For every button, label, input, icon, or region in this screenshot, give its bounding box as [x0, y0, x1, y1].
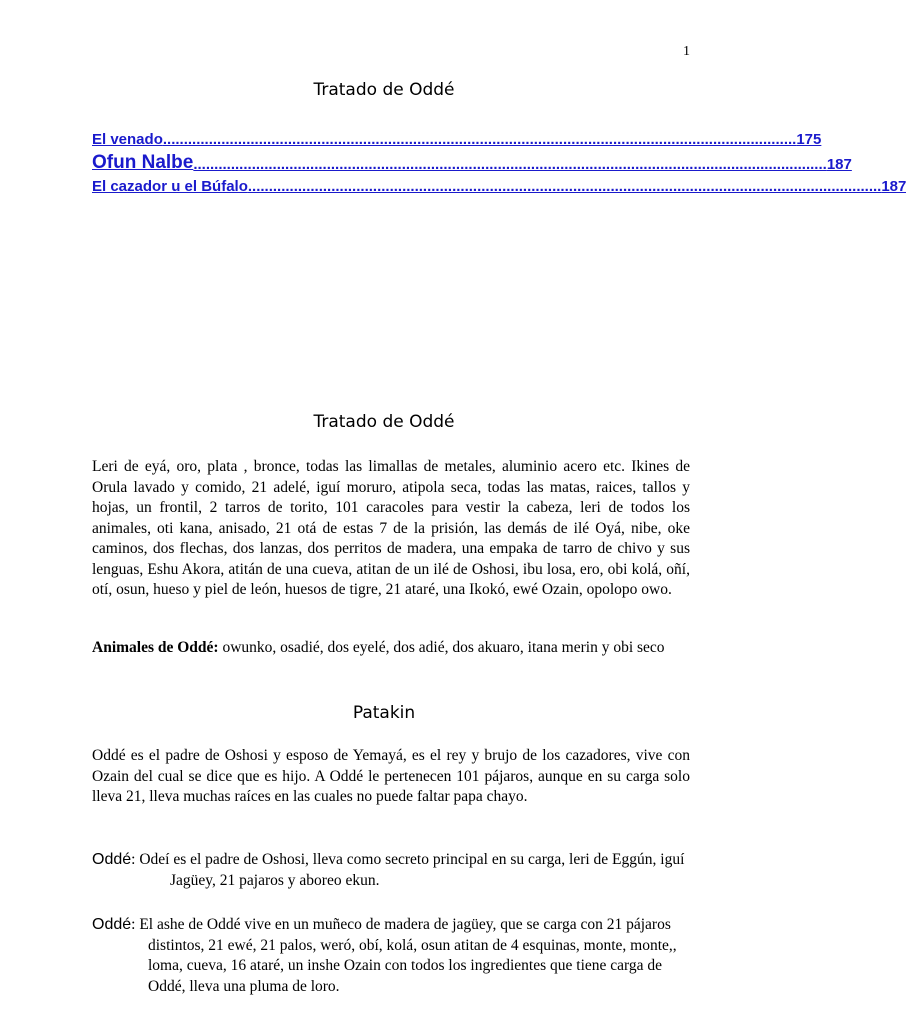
ingredients-paragraph: Leri de eyá, oro, plata , bronce, todas las limallas de metales, aluminio acero etc. Ikines de Orula lavado y comido, 21 adelé, iguí moruro, atipola seca, todas las matas, raices, tallos y hojas, un frontil, 2 tarros de torito, 101 caracoles para vestir la cabeza, leri de todos los animales, oti kana, anisado, 21 otá de estas 7 de la prisión, las demás de ilé Oyá, nibe, oke caminos, dos flechas, dos lanzas, dos perritos de madera, una empaka de tarro de chivo y sus lenguas, Eshu Akora, atitán de una cueva, atitan de un ilé de Oshosi, ibu losa, ero, obi kolá, oñí, otí, osun, hueso y piel de león, huesos de tigre, 21 ataré, una Ikokó, ewé Ozain, opolopo owo. — [92, 458, 690, 598]
toc-leader-dots: ........................................................................................................................................................ — [193, 156, 827, 173]
odde-label: Oddé — [92, 851, 132, 868]
toc-leader-dots: ........................................................................................................................................................ — [162, 131, 797, 148]
odde-note-1 — [92, 850, 690, 891]
toc-page-number: 187 — [881, 178, 906, 195]
odde-note-text: : El ashe de Oddé vive en un muñeco de madera de jagüey, que se carga con 21 pájaros distintos, 21 ewé, 21 palos, weró, obí, kolá, osun atitan de 4 esquinas, monte, monte,, loma, cueva, 16 ataré, un inshe Ozain con todos los ingredientes que tiene carga de Oddé, lleva una pluma de loro. — [131, 916, 677, 995]
toc-label: El cazador u el Búfalo — [92, 178, 248, 195]
animales-text: owunko, osadié, dos eyelé, dos adié, dos akuaro, itana merin y obi seco — [218, 639, 665, 656]
animales-paragraph — [92, 638, 690, 659]
animales-label: Animales de Oddé: — [92, 639, 219, 656]
odde-label: Oddé — [92, 916, 132, 933]
page-number: 1 — [683, 44, 690, 59]
toc-entry-ofun-nalbe[interactable] — [92, 152, 852, 174]
odde-note-2 — [92, 915, 690, 997]
section-title: Tratado de Oddé — [313, 412, 455, 432]
patakin-title: Patakin — [352, 703, 416, 723]
odde-note-text: : Odeí es el padre de Oshosi, lleva como secreto principal en su carga, leri de Eggún, iguí Jagüey, 21 pajaros y aboreo ekun. — [131, 851, 685, 889]
toc-label: El venado — [92, 131, 163, 148]
document-title: Tratado de Oddé — [313, 80, 455, 100]
toc-entry-el-venado[interactable] — [92, 131, 822, 148]
toc-page-number: 187 — [826, 156, 852, 173]
toc-leader-dots: ........................................................................................................................................................ — [247, 178, 882, 195]
patakin-paragraph: Oddé es el padre de Oshosi y esposo de Yemayá, es el rey y brujo de los cazadores, vive con Ozain del cual se dice que es hijo. A Oddé le pertenecen 101 pájaros, aunque en su carga solo lleva 21, lleva muchas raíces en las cuales no puede faltar papa chayo. — [92, 747, 690, 805]
toc-page-number: 175 — [796, 131, 822, 148]
toc-entry-el-cazador[interactable] — [92, 178, 906, 195]
toc-label: Ofun Nalbe — [92, 152, 194, 173]
